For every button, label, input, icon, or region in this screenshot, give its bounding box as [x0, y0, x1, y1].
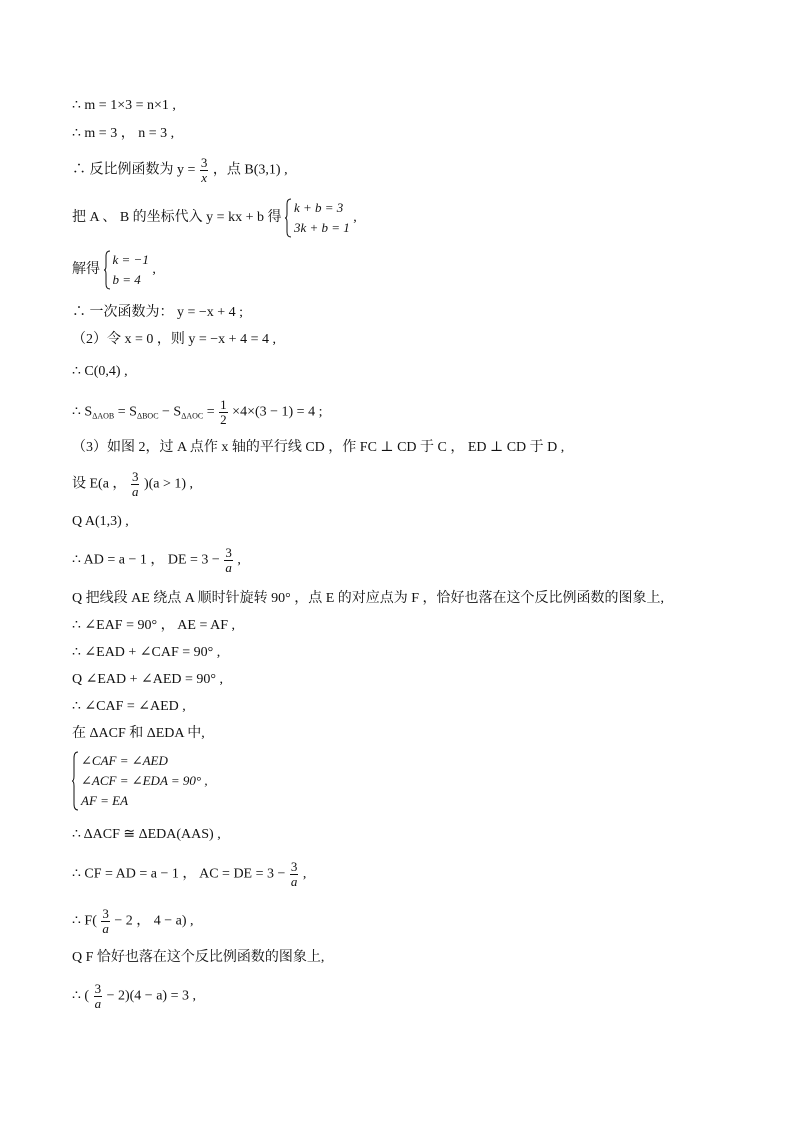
line-f-on-graph: Q F 恰好也落在这个反比例函数的图象上,: [72, 950, 325, 965]
line-ad-de: [72, 546, 241, 575]
line-linear-function: ∴ 一次函数为： y = −x + 4 ;: [72, 305, 244, 320]
text: 设 E(a ，: [72, 476, 127, 492]
denominator: x: [201, 170, 208, 185]
numerator: 3: [225, 545, 232, 560]
text: − 2)(4 − a) = 3 ,: [106, 988, 196, 1004]
numerator: 3: [102, 906, 109, 921]
line-m-equation: ∴ m = 1×3 = n×1 ,: [72, 98, 176, 113]
line-substitute-coordinates: [72, 198, 357, 238]
fraction: [224, 546, 233, 575]
line-angle-sum-1: ∴ ∠EAD + ∠CAF = 90° ,: [72, 645, 221, 660]
line-set-e: [72, 470, 193, 499]
line-angle-sum-2: Q ∠EAD + ∠AED = 90° ,: [72, 672, 224, 687]
line-rotation: Q 把线段 AE 绕点 A 顺时针旋转 90° ，点 E 的对应点为 F ，恰好也落在这个反比例函数的图象上,: [72, 591, 665, 606]
numerator: 3: [290, 859, 298, 874]
numerator: 3: [200, 155, 208, 170]
left-brace-icon: [285, 198, 292, 238]
line-point-f: [72, 907, 194, 936]
fraction: [219, 398, 228, 427]
subscript: ΔAOC: [181, 411, 204, 421]
line-point-a: Q A(1,3) ,: [72, 514, 129, 529]
line-triangles: 在 ΔACF 和 ΔEDA 中,: [72, 726, 205, 741]
text: ∴ 反比例函数为 y =: [72, 162, 196, 178]
text: ∴ F(: [72, 913, 97, 929]
line-congruence-system: [72, 751, 208, 811]
subscript: ΔAOB: [92, 411, 115, 421]
fraction: [94, 982, 103, 1011]
denominator: a: [94, 996, 102, 1011]
equation-system: [104, 250, 149, 290]
system-row: b = 4: [112, 272, 141, 287]
text: ，点 B(3,1) ,: [212, 162, 288, 178]
fraction: [290, 860, 299, 889]
left-brace-icon: [72, 751, 79, 811]
numerator: 1: [220, 397, 227, 412]
text: − S: [158, 404, 182, 420]
system-row: k = −1: [112, 252, 149, 267]
system-row: 3k + b = 1: [293, 220, 350, 235]
equation-system: [285, 198, 350, 238]
line-part2: （2）令 x = 0 ，则 y = −x + 4 = 4 ,: [72, 332, 276, 347]
line-angle-eaf: ∴ ∠EAF = 90° ， AE = AF ,: [72, 618, 235, 633]
line-congruent: ∴ ΔACF ≅ ΔEDA(AAS) ,: [72, 827, 221, 842]
system-row: k + b = 3: [293, 200, 344, 215]
system-row: AF = EA: [81, 793, 129, 808]
system-row: ∠CAF = ∠AED: [81, 753, 168, 768]
line-final-equation: [72, 982, 196, 1011]
line-m-n-values: ∴ m = 3 ， n = 3 ,: [72, 126, 175, 141]
denominator: a: [290, 874, 298, 889]
line-angle-equal: ∴ ∠CAF = ∠AED ,: [72, 699, 186, 714]
text: 把 A 、 B 的坐标代入 y = kx + b 得: [72, 210, 282, 226]
line-inverse-function: [72, 156, 288, 185]
line-solve: [72, 250, 156, 290]
text: ,: [152, 262, 156, 278]
denominator: a: [225, 560, 232, 575]
text: = S: [114, 404, 137, 420]
fraction: [131, 470, 140, 499]
text: ∴ S: [72, 404, 93, 420]
text: ∴ (: [72, 988, 90, 1004]
text: ,: [353, 210, 357, 226]
text: )(a > 1) ,: [143, 476, 194, 492]
text: ,: [302, 866, 307, 882]
line-cf-ac: [72, 860, 306, 889]
line-area: [72, 398, 322, 427]
denominator: a: [102, 921, 109, 936]
equation-system: [72, 751, 208, 811]
left-brace-icon: [104, 250, 111, 290]
line-point-c: ∴ C(0,4) ,: [72, 364, 128, 379]
fraction: [200, 156, 209, 185]
subscript: ΔBOC: [136, 411, 159, 421]
numerator: 3: [94, 981, 102, 996]
text: ∴ AD = a − 1 ， DE = 3 −: [72, 552, 220, 568]
fraction: [101, 907, 110, 936]
text: ×4×(3 − 1) = 4 ;: [232, 404, 323, 420]
text: ∴ CF = AD = a − 1 ， AC = DE = 3 −: [72, 866, 286, 882]
numerator: 3: [131, 469, 139, 484]
denominator: 2: [220, 412, 227, 427]
system-row: ∠ACF = ∠EDA = 90° ,: [81, 773, 208, 788]
text: 解得: [72, 262, 100, 278]
line-part3: （3）如图 2，过 A 点作 x 轴的平行线 CD ，作 FC ⊥ CD 于 C ， ED ⊥ CD 于 D ,: [72, 440, 565, 455]
denominator: a: [131, 484, 139, 499]
text: ,: [237, 552, 241, 568]
text: − 2 ， 4 − a) ,: [114, 913, 194, 929]
text: =: [203, 404, 215, 420]
